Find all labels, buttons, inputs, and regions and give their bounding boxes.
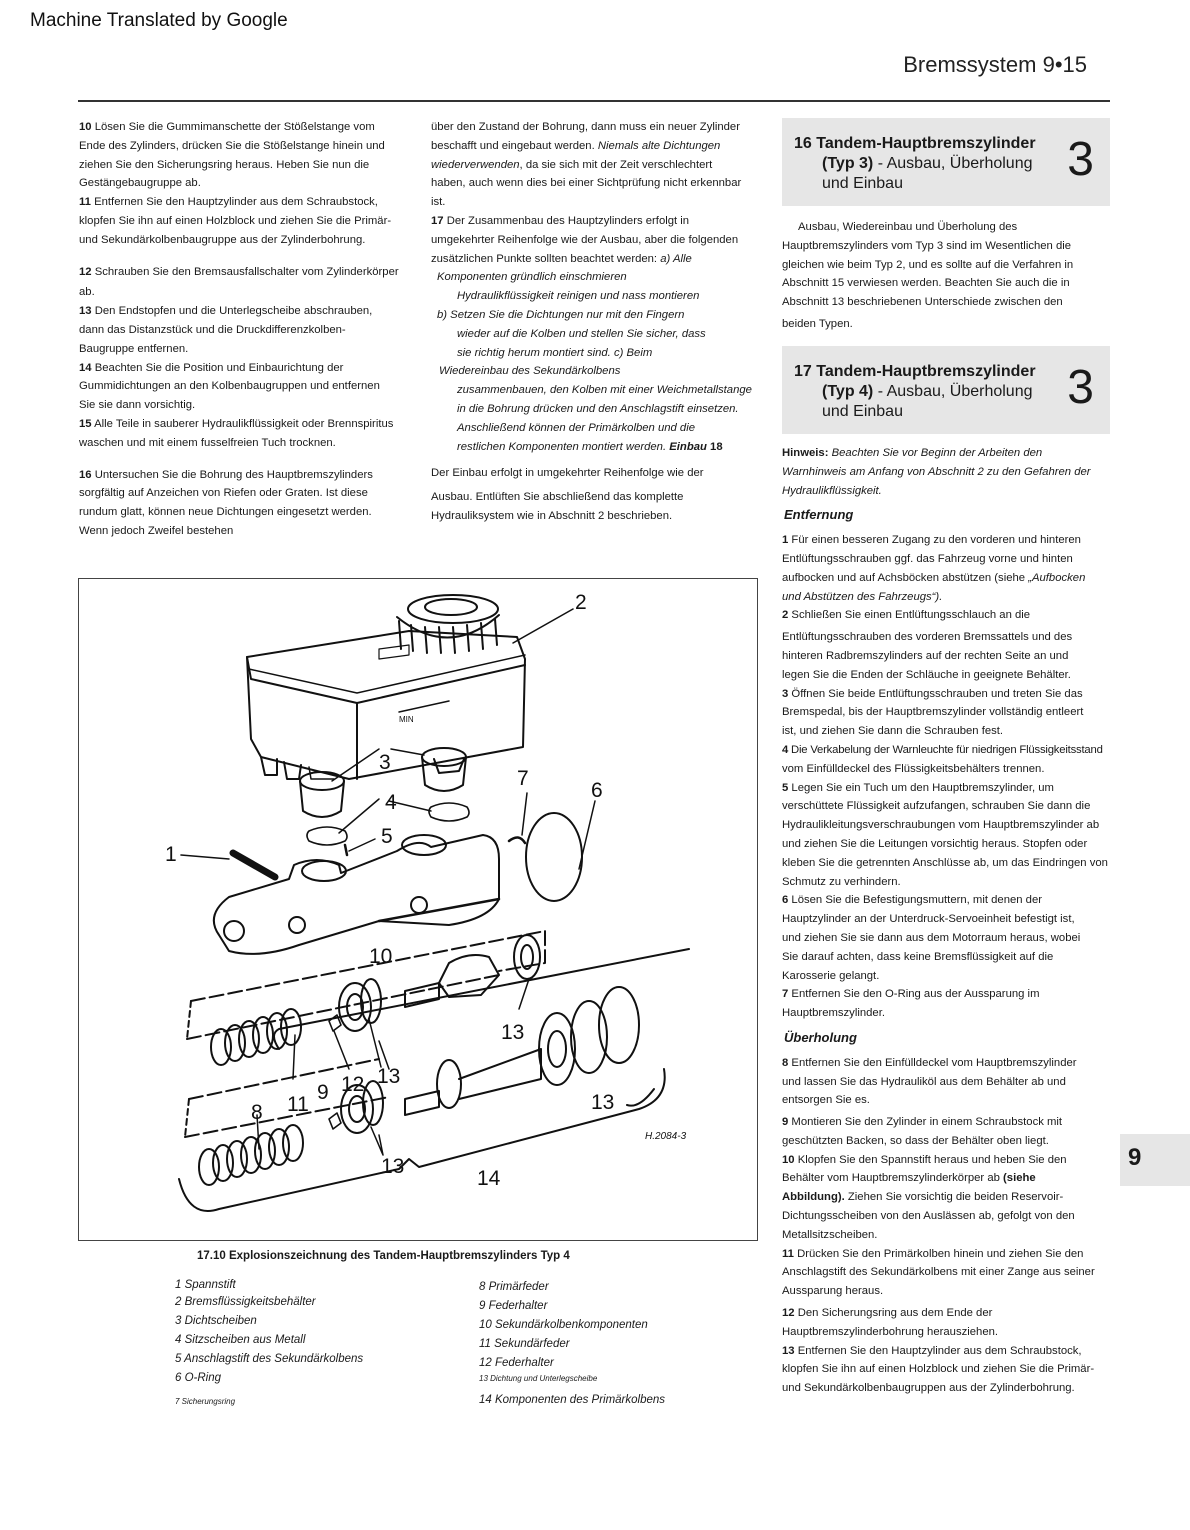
section-16-body: [782, 218, 1112, 334]
body-line: Abschnitt 13 beschriebenen Unterschiede zwischen den: [782, 296, 1063, 309]
body-line: Schmutz zu verhindern.: [782, 875, 901, 888]
col2-line: über den Zustand der Bohrung, dann muss ein neuer Zylinder: [431, 121, 740, 133]
body-line: klopfen Sie ihn auf einen Holzblock und ziehen Sie die Primär-: [782, 1363, 1095, 1376]
legend-left: [175, 1278, 455, 1411]
section-17-title: 17 Tandem-Hauptbremszylinder (Typ 4) - Ausbau, Überholung und Einbau: [794, 363, 1036, 420]
body-line: Behälter vom Hauptbremszylinderkörper ab (siehe: [782, 1172, 1036, 1185]
legend-item: 13 Dichtung und Unterlegscheibe: [479, 1374, 598, 1383]
body-line: Aussparung heraus.: [782, 1285, 884, 1298]
legend-item: 4 Sitzscheiben aus Metall: [175, 1334, 306, 1346]
section-17-header: [782, 346, 1110, 434]
callout-13: 13: [377, 1065, 401, 1088]
step-14-line: Gummidichtungen an den Kolbenbaugruppen und entfernen: [79, 380, 380, 393]
step-15: 15 Alle Teile in sauberer Hydraulikflüssigkeit oder Brennspiritus: [79, 417, 394, 430]
step-11-line: klopfen Sie ihn auf einen Holzblock und ziehen Sie die Primär-: [79, 214, 392, 227]
col2-line: zusammenbauen, den Kolben mit einer Weichmetallstange: [457, 384, 752, 397]
step-12-line: ab.: [79, 286, 95, 299]
body-line: Hauptzylinder an der Unterdruck-Servoeinheit befestigt ist,: [782, 913, 1075, 926]
body-line: Ausbau, Wiedereinbau und Überholung des: [798, 221, 1018, 233]
callouts: [165, 591, 687, 1190]
legend-item: 14 Komponenten des Primärkolbens: [479, 1394, 666, 1406]
legend-item: 12 Federhalter: [479, 1357, 554, 1369]
step-10-line: Gestängebaugruppe ab.: [79, 177, 201, 190]
legend-item: 10 Sekundärkolbenkomponenten: [479, 1319, 648, 1331]
callout-2: 2: [575, 591, 587, 614]
callout-6: 6: [591, 779, 603, 802]
step-10-line: ziehen Sie den Sicherungsring heraus. Heben Sie nun die: [79, 158, 370, 171]
body-line: legen Sie die Enden der Schläuche in geeignete Behälter.: [782, 668, 1071, 681]
body-line: Abbildung). Ziehen Sie vorsichtig die beiden Reservoir-: [782, 1191, 1064, 1204]
callout-13: 13: [381, 1155, 405, 1178]
col2-line: in die Bohrung drücken und den Anschlagstift einsetzen.: [457, 402, 739, 415]
legend-item: 5 Anschlagstift des Sekundärkolbens: [175, 1353, 364, 1365]
step-10: 10 Lösen Sie die Gummimanschette der Stößelstange vom: [79, 121, 375, 133]
step-16-line: Wenn jedoch Zweifel bestehen: [79, 524, 234, 537]
body-line: Abschnitt 15 verwiesen werden. Beachten Sie auch die in: [782, 277, 1070, 290]
column-1: [79, 118, 424, 541]
overhaul-heading: Überholung: [784, 1029, 857, 1045]
body-line: entsorgen Sie es.: [782, 1094, 870, 1107]
drawing-reference: H.2084-3: [645, 1131, 687, 1142]
section-16-title: 16 Tandem-Hauptbremszylinder (Typ 3) - Ausbau, Überholung und Einbau: [794, 135, 1036, 192]
col2-line: zusätzlichen Punkte sollten beachtet werden: a) Alle: [431, 252, 692, 265]
body-line: vom Einfülldeckel des Flüssigkeitsbehälters trennen.: [782, 762, 1045, 775]
step-14-line: Sie sie dann vorsichtig.: [79, 399, 196, 412]
step-13-line: Baugruppe entfernen.: [79, 342, 189, 355]
col2-line: beschafft und eingebaut werden. Niemals alte Dichtungen: [431, 139, 721, 152]
body-line: und lassen Sie das Hydrauliköl aus dem Behälter ab und: [782, 1075, 1066, 1088]
legend-item: 11 Sekundärfeder: [479, 1338, 570, 1350]
removal-step-5: 5 Legen Sie ein Tuch um den Hauptbremszylinder, um: [782, 781, 1054, 794]
callout-14: 14: [477, 1167, 501, 1190]
col2-line: Der Einbau erfolgt in umgekehrter Reihenfolge wie der: [431, 467, 704, 480]
body-line: und ziehen Sie sie dann aus dem Motorraum heraus, wobei: [782, 931, 1081, 944]
removal-step-2: 2 Schließen Sie einen Entlüftungsschlauch an die: [782, 609, 1031, 622]
body-line: Entlüftungsschrauben ggf. das Fahrzeug vorne und hinten: [782, 552, 1073, 565]
step-16: 16 Untersuchen Sie die Bohrung des Hauptbremszylinders: [79, 468, 373, 481]
legend-item: 6 O-Ring: [175, 1372, 222, 1384]
body-line: Hydraulikleitungsverschraubungen vom Hauptbremszylinder ab: [782, 819, 1100, 832]
body-line: geschützten Backen, so dass der Behälter oben liegt.: [782, 1134, 1049, 1147]
step-16-line: rundum glatt, können neue Dichtungen eingesetzt werden.: [79, 506, 372, 519]
legend-item: 3 Dichtscheiben: [175, 1315, 257, 1327]
step-12: 12 Schrauben Sie den Bremsausfallschalter vom Zylinderkörper: [79, 265, 399, 278]
min-mark: MIN: [399, 715, 414, 724]
body-line: Karosserie gelangt.: [782, 969, 880, 982]
chapter-tab: 9: [1120, 1134, 1190, 1186]
body-line: kleben Sie die getrennten Anschlüsse ab, um das Eindringen von: [782, 856, 1108, 869]
callout-10: 10: [369, 945, 393, 968]
callout-12: 12: [341, 1073, 365, 1096]
step-11: 11 Entfernen Sie den Hauptzylinder aus dem Schraubstock,: [79, 196, 378, 209]
note: Hinweis: Beachten Sie vor Beginn der Arbeiten den: [782, 447, 1043, 459]
filler-cap: [397, 595, 499, 653]
col2-line: Hydraulikflüssigkeit reinigen und nass montieren: [457, 290, 700, 303]
step-10-line: Ende des Zylinders, drücken Sie die Stößelstange hinein und: [79, 139, 385, 152]
col2-line: Anschließend können der Primärkolben und die: [457, 421, 696, 434]
primary-spring: [199, 1125, 303, 1185]
removal-step-6: 6 Lösen Sie die Befestigungsmuttern, mit denen der: [782, 894, 1043, 907]
legend-item: 2 Bremsflüssigkeitsbehälter: [175, 1296, 316, 1308]
header-rule: [78, 100, 1110, 102]
col2-line: Ausbau. Entlüften Sie abschließend das komplette: [431, 491, 684, 504]
callout-13: 13: [591, 1091, 615, 1114]
column-2: [431, 118, 776, 526]
callout-13: 13: [501, 1021, 525, 1044]
body-line: Hauptbremszylinders vom Typ 3 sind im Wesentlichen die: [782, 239, 1072, 252]
overhaul-step-10: 10 Klopfen Sie den Spannstift heraus und heben Sie den: [782, 1153, 1067, 1166]
body-line: Hauptbremszylinderbohrung herausziehen.: [782, 1325, 999, 1338]
legend-item: 1 Spannstift: [175, 1279, 236, 1291]
col2-line: Komponenten gründlich einschmieren: [437, 271, 627, 284]
overhaul-step-9: 9 Montieren Sie den Zylinder in einem Schraubstock mit: [782, 1116, 1063, 1129]
col2-line: b) Setzen Sie die Dichtungen nur mit den Fingern: [437, 308, 685, 321]
callout-9: 9: [317, 1081, 329, 1104]
legend-item: 7 Sicherungsring: [175, 1397, 236, 1406]
callout-4: 4: [385, 791, 397, 814]
col2-line: sie richtig herum montiert sind. c) Beim: [457, 346, 653, 359]
step-17: 17 Der Zusammenbau des Hauptzylinders erfolgt in: [431, 214, 690, 227]
exploded-view-figure: [78, 578, 758, 1241]
legend-right: [479, 1278, 759, 1410]
callout-11: 11: [287, 1093, 309, 1116]
overhaul-step-12: 12 Den Sicherungsring aus dem Ende der: [782, 1307, 993, 1320]
note-line: Warnhinweis am Anfang von Abschnitt 2 zu den Gefahren der: [782, 465, 1091, 478]
body-line: und Abstützen des Fahrzeugs“).: [782, 590, 943, 603]
step-11-line: und Sekundärkolbenbaugruppe aus der Zylinderbohrung.: [79, 233, 366, 246]
callout-3: 3: [379, 751, 391, 774]
body-line: hinteren Radbremszylinders auf der rechten Seite an und: [782, 649, 1069, 662]
body-line: beiden Typen.: [782, 317, 853, 330]
legend-item: 8 Primärfeder: [479, 1281, 549, 1293]
col2-line: umgekehrter Reihenfolge wie der Ausbau, aber die folgenden: [431, 233, 739, 246]
body-line: Bremspedal, bis der Hauptbremszylinder vollständig entleert: [782, 706, 1084, 719]
secondary-piston-group: [187, 931, 545, 1065]
col2-line: ist.: [431, 196, 446, 209]
step-13-line: dann das Distanzstück und die Druckdifferenzkolben-: [79, 323, 346, 336]
body-line: gleichen wie beim Typ 2, und es sollte auf die Verfahren in: [782, 258, 1074, 271]
section-17-body: [782, 444, 1127, 1398]
overhaul-step-13: 13 Entfernen Sie den Hauptzylinder aus dem Schraubstock,: [782, 1344, 1082, 1357]
body-line: Metallsitzscheiben.: [782, 1228, 878, 1241]
callout-7: 7: [517, 767, 529, 790]
step-14: 14 Beachten Sie die Position und Einbaurichtung der: [79, 361, 344, 374]
note-line: Hydraulikflüssigkeit.: [782, 484, 882, 497]
body-line: aufbocken und auf Achsböcken abstützen (siehe „Aufbocken: [782, 571, 1086, 584]
section-16-header: [782, 118, 1110, 206]
body-line: Dichtungsscheiben von den Auslässen ab, gefolgt von den: [782, 1210, 1075, 1223]
removal-step-4: 4 Die Verkabelung der Warnleuchte für niedrigen Flüssigkeitsstand: [782, 743, 1103, 756]
body-line: Anschlagstift des Sekundärkolbens mit einer Zange aus seiner: [782, 1266, 1095, 1279]
difficulty-rating: 3: [1067, 361, 1094, 414]
running-head: Bremssystem 9•15: [903, 52, 1087, 77]
body-line: und Sekundärkolbenbaugruppen aus der Zylinderbohrung.: [782, 1382, 1075, 1395]
col2-line: haben, auch wenn dies bei einer Sichtprüfung nicht erkennbar: [431, 177, 742, 190]
body-line: verschüttete Flüssigkeit aufzufangen, schrauben Sie dann die: [782, 800, 1091, 813]
cylinder-body: [214, 813, 582, 954]
callout-5: 5: [381, 825, 393, 848]
step-15-line: waschen und mit einem fusselfreien Tuch trocknen.: [79, 436, 336, 449]
step-16-line: sorgfältig auf Anzeichen von Riefen oder Graten. Ist diese: [79, 487, 368, 500]
col2-line: restlichen Komponenten montiert werden. Einbau 18: [457, 440, 723, 453]
removal-step-1: 1 Für einen besseren Zugang zu den vorderen und hinteren: [782, 534, 1081, 547]
figure-caption: 17.10 Explosionszeichnung des Tandem-Hauptbremszylinders Typ 4: [197, 1250, 570, 1262]
translation-banner: Machine Translated by Google: [30, 10, 288, 31]
difficulty-rating: 3: [1067, 133, 1094, 186]
legend-item: 9 Federhalter: [479, 1300, 548, 1312]
col2-line: wieder auf die Kolben und stellen Sie sicher, dass: [457, 327, 706, 340]
step-13: 13 Den Endstopfen und die Unterlegscheibe abschrauben,: [79, 305, 373, 318]
exploded-view-drawing: [79, 579, 757, 1240]
col2-line: Hydrauliksystem wie in Abschnitt 2 beschrieben.: [431, 509, 673, 522]
col2-line: Wiedereinbau des Sekundärkolbens: [439, 365, 621, 378]
removal-step-7: 7 Entfernen Sie den O-Ring aus der Aussparung im: [782, 988, 1040, 1001]
removal-step-3: 3 Öffnen Sie beide Entlüftungsschrauben und treten Sie das: [782, 687, 1083, 700]
callout-8: 8: [251, 1101, 263, 1124]
col2-line: wiederverwenden, da sie sich mit der Zeit verschlechtert: [431, 158, 713, 171]
body-line: Entlüftungsschrauben des vorderen Bremssattels und des: [782, 631, 1073, 644]
removal-heading: Entfernung: [784, 507, 854, 523]
overhaul-step-8: 8 Entfernen Sie den Einfülldeckel vom Hauptbremszylinder: [782, 1056, 1077, 1069]
overhaul-step-11: 11 Drücken Sie den Primärkolben hinein und ziehen Sie den: [782, 1247, 1084, 1260]
body-line: und ziehen Sie die Leitungen vorsichtig heraus. Stopfen oder: [782, 837, 1088, 850]
body-line: Sie darauf achten, dass keine Bremsflüssigkeit auf die: [782, 950, 1054, 963]
body-line: ist, und ziehen Sie dann die Schrauben fest.: [782, 725, 1004, 738]
roll-pin: [233, 853, 275, 877]
callout-1: 1: [165, 843, 177, 866]
body-line: Hauptbremszylinder.: [782, 1007, 885, 1020]
